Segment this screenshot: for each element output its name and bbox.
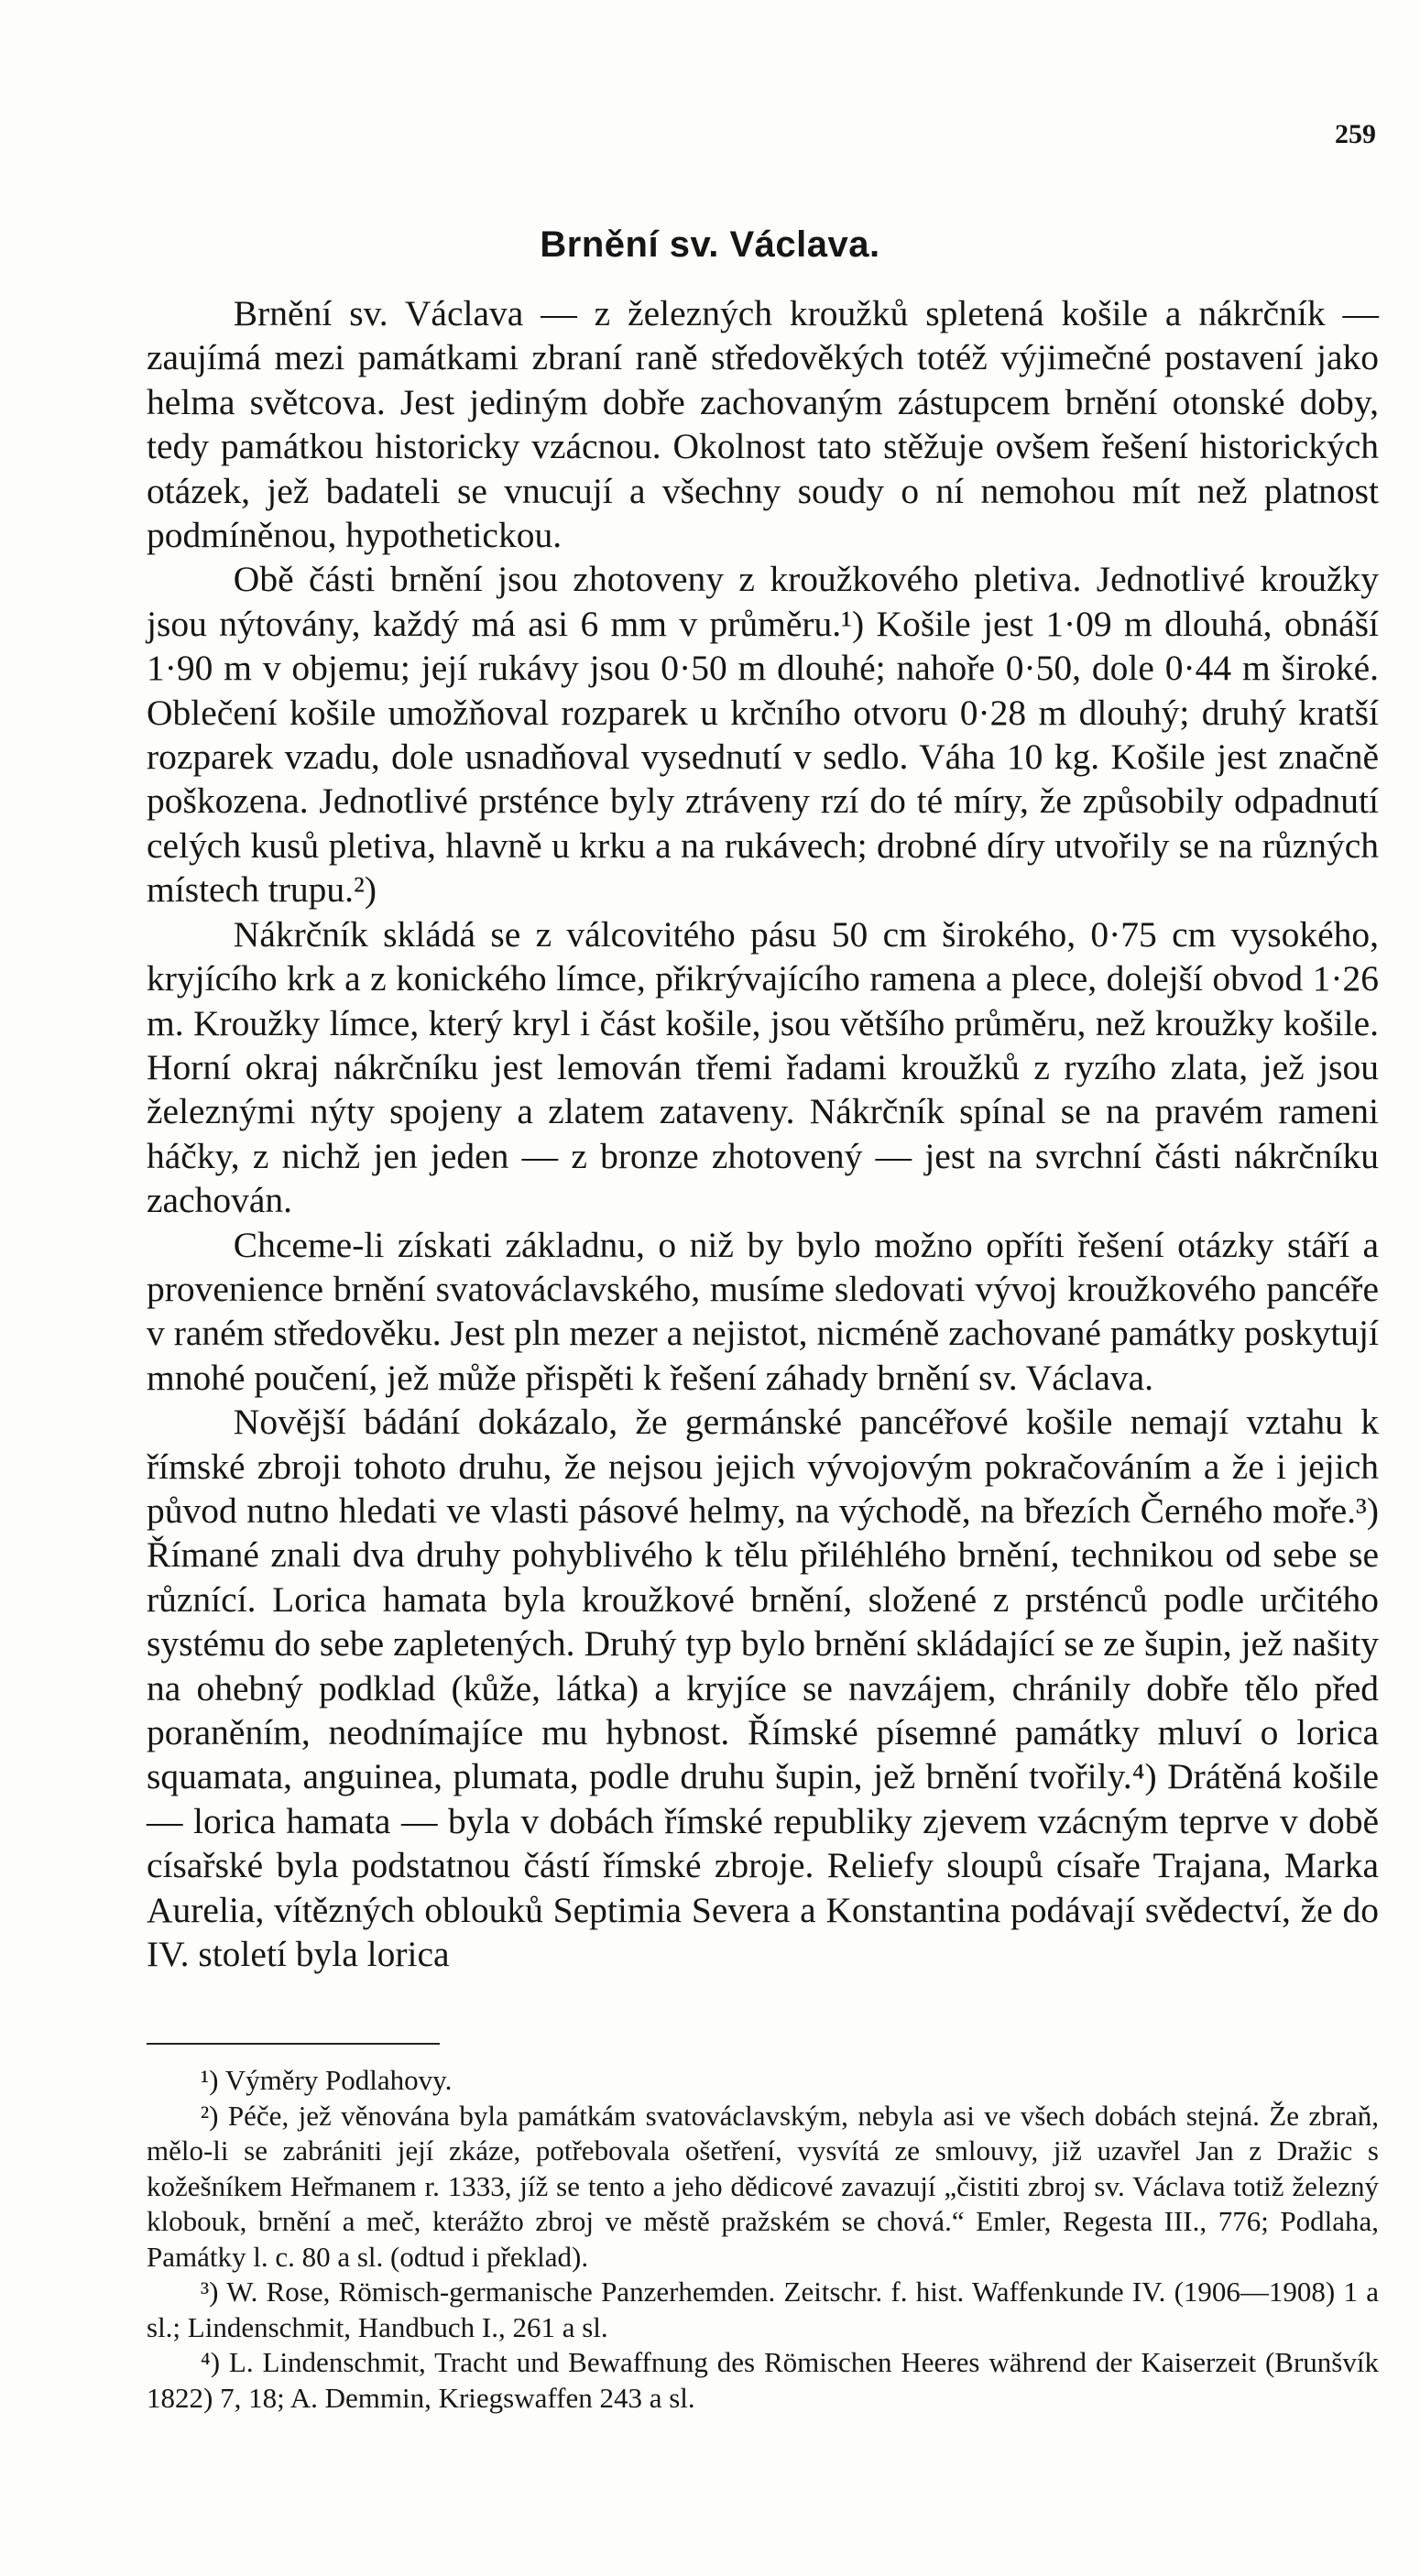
body-text (147, 291, 1379, 1976)
footnote: ⁴) L. Lindenschmit, Tracht und Bewaffnung des Römischen Heeres während der Kaiserzeit (Brunšvík 1822) 7, 18; A. Demmin, Kriegswaffen 243 a sl. (147, 2346, 1379, 2414)
page-title: Brnění sv. Václava. (540, 224, 880, 265)
paragraph: Chceme-li získati základnu, o niž by bylo možno opříti řešení otázky stáří a provenience brnění svatováclavského, musíme sledovati vývoj kroužkového pancéře v raném středověku. Jest pln mezer a nejistot, nicméně zachované památky poskytují mnohé poučení, jež může přispěti k řešení záhady brnění sv. Václava. (147, 1224, 1379, 1398)
paragraph: Brnění sv. Václava — z železných kroužků spletená košile a nákrčník — zaujímá mezi památkami zbraní raně středověkých totéž výjimečné postavení jako helma světcova. Jest jediným dobře zachovaným zástupcem brnění otonské doby, tedy památkou historicky vzácnou. Okolnost tato stěžuje ovšem řešení historických otázek, jež badateli se vnucují a všechny soudy o ní nemohou mít než platnost podmíněnou, hypothetickou. (147, 293, 1379, 556)
paragraph: Nákrčník skládá se z válcovitého pásu 50 cm širokého, 0·75 cm vysokého, kryjícího krk a z konického límce, přikrývajícího ramena a plece, dolejší obvod 1·26 m. Kroužky límce, který kryl i část košile, jsou většího průměru, než kroužky košile. Horní okraj nákrčníku jest lemován třemi řadami kroužků z ryzího zlata, jež jsou železnými nýty spojeny a zlatem zataveny. Nákrčník spínal se na pravém rameni háčky, z nichž jen jeden — z bronze zhotovený — jest na svrchní části nákrčníku zachován. (147, 913, 1379, 1221)
footnote: ¹) Výměry Podlahovy. (200, 2064, 453, 2096)
footnote-divider (147, 2043, 440, 2045)
footnote: ²) Péče, jež věnována byla památkám svatováclavským, nebyla asi ve všech dobách stejná. Že zbraň, mělo-li se zabrániti její zkáze, potřebovala ošetření, vysvítá ze smlouvy, již uzavřel Jan z Dražic s kožešníkem Heřmanem r. 1333, jíž se tento a jeho dědicové zavazují „čistiti zbroj sv. Václava totiž železný klobouk, brnění a meč, kterážto zbroj ve městě pražském se chová.“ Emler, Regesta III., 776; Podlaha, Památky l. c. 80 a sl. (odtud i překlad). (147, 2099, 1379, 2273)
paragraph: Novější bádání dokázalo, že germánské pancéřové košile nemají vztahu k římské zbroji tohoto druhu, že nejsou jejich vývojovým pokračováním a že i jejich původ nutno hledati ve vlasti pásové helmy, na východě, na březích Černého moře.³) Římané znali dva druhy pohyblivého k tělu přiléhlého brnění, technikou od sebe se různící. Lorica hamata byla kroužkové brnění, složené z prsténců podle určitého systému do sebe zapletených. Druhý typ bylo brnění skládající se ze šupin, jež našity na ohebný podklad (kůže, látka) a kryjíce se navzájem, chránily dobře tělo před poraněním, neodnímajíce mu hybnost. Římské písemné památky mluví o lorica squamata, anguinea, plumata, podle druhu šupin, jež brnění tvořily.⁴) Drátěná košile — lorica hamata — byla v dobách římské republiky zjevem vzácným teprve v době císařské byla podstatnou částí římské zbroje. Reliefy sloupů císaře Trajana, Marka Aurelia, vítězných oblouků Septimia Severa a Konstantina podávají svědectví, že do IV. století byla lorica (147, 1402, 1379, 1975)
footnotes (147, 2063, 1379, 2416)
footnote: ³) W. Rose, Römisch-germanische Panzerhemden. Zeitschr. f. hist. Waffenkunde IV. (1906—1908) 1 a sl.; Lindenschmit, Handbuch I., 261 a sl. (147, 2276, 1379, 2343)
paragraph: Obě části brnění jsou zhotoveny z kroužkového pletiva. Jednotlivé kroužky jsou nýtovány, každý má asi 6 mm v průměru.¹) Košile jest 1·09 m dlouhá, obnáší 1·90 m v objemu; její rukávy jsou 0·50 m dlouhé; nahoře 0·50, dole 0·44 m široké. Oblečení košile umožňoval rozparek u krčního otvoru 0·28 m dlouhý; druhý kratší rozparek vzadu, dole usnadňoval vysednutí v sedlo. Váha 10 kg. Košile jest značně poškozena. Jednotlivé prsténce byly ztráveny rzí do té míry, že způsobily odpadnutí celých kusů pletiva, hlavně u krku a na rukávech; drobné díry utvořily se na různých místech trupu.²) (147, 559, 1379, 911)
page-number: 259 (1335, 119, 1376, 149)
